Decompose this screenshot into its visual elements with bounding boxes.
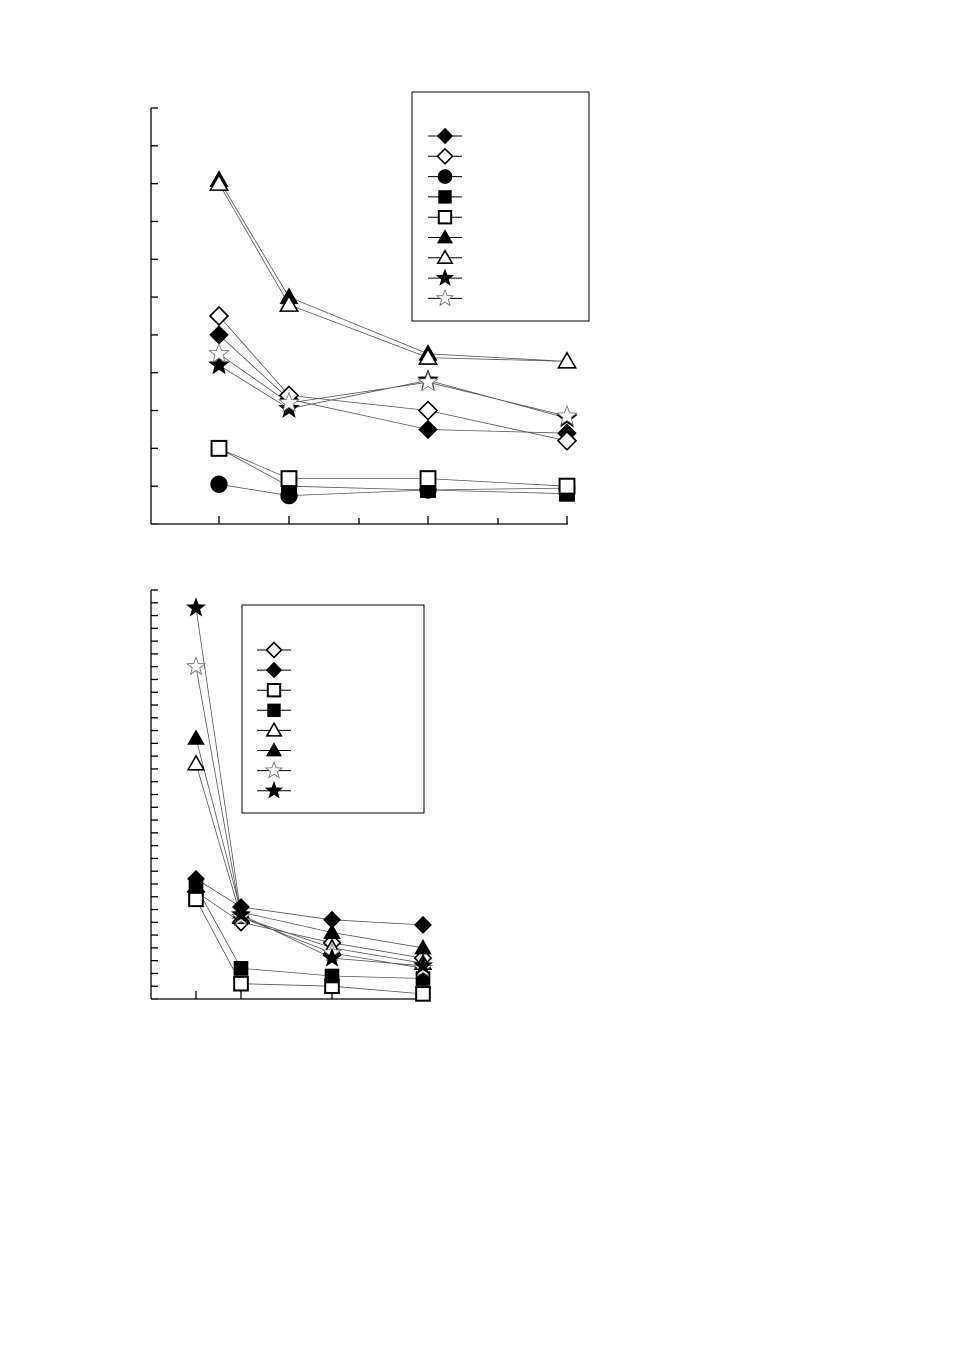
legend-marker-2: [268, 684, 280, 696]
series-6-point: [187, 657, 205, 674]
series-0-point: [419, 420, 437, 438]
series-4-point: [212, 441, 227, 456]
series-3-point: [325, 969, 339, 983]
series-7-line: [219, 365, 567, 418]
legend-marker-2: [438, 170, 452, 184]
series-4-point: [188, 756, 204, 770]
chart-top: [151, 92, 589, 524]
series-8-point: [418, 372, 437, 390]
series-1-line: [196, 879, 423, 925]
series-7-point: [187, 599, 205, 616]
series-2-point: [416, 987, 430, 1001]
series-3-point: [189, 880, 203, 894]
series-4-point: [421, 471, 436, 486]
legend-marker-3: [268, 704, 280, 716]
legend-marker-4: [439, 211, 451, 223]
series-0-line: [219, 335, 567, 433]
series-1-point: [419, 402, 437, 420]
series-3-point: [234, 962, 248, 976]
series-2-line: [219, 484, 567, 495]
chart-bottom: [151, 590, 432, 1001]
series-2-line: [196, 899, 423, 994]
series-1-point: [415, 917, 432, 934]
series-4-point: [560, 479, 575, 494]
legend-box: [412, 92, 589, 321]
series-5-point: [188, 730, 204, 744]
series-4-line: [219, 448, 567, 486]
series-6-point: [558, 353, 575, 368]
series-2-point: [211, 476, 227, 492]
series-4-point: [282, 471, 297, 486]
series-2-point: [234, 977, 248, 991]
legend-marker-3: [439, 191, 451, 203]
series-1-point: [210, 307, 228, 325]
series-2-point: [189, 892, 203, 906]
